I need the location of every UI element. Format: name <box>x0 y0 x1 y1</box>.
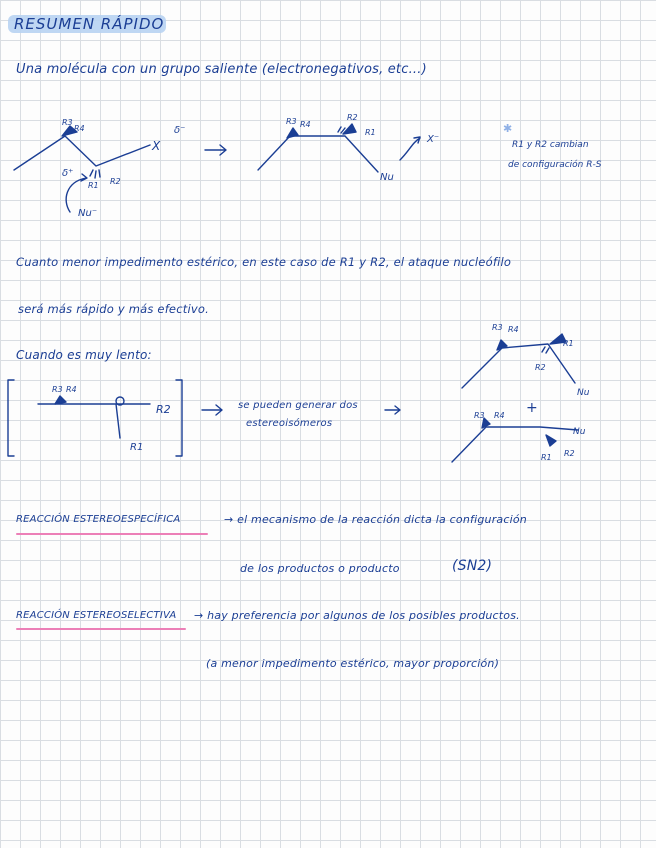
int-r4-label: R4 <box>66 385 77 394</box>
sub-delta-plus: δ⁺ <box>62 168 74 179</box>
sub-nu-label: Nu⁻ <box>78 208 98 219</box>
star-icon: ✱ <box>503 122 513 135</box>
arrow-to-stereo <box>202 405 222 415</box>
plus-sign: + <box>526 400 538 416</box>
prod-r1-label: R1 <box>365 128 376 137</box>
stereo-text-line2: estereoisómeros <box>246 418 333 429</box>
def1-text-line1: → el mecanismo de la reacción dicta la configuración <box>224 513 527 526</box>
sub-r2-label: R2 <box>110 177 121 186</box>
intro-text: Una molécula con un grupo saliente (electronegativos, etc...) <box>16 62 427 77</box>
int-r3-label: R3 <box>52 385 63 394</box>
prod-nu-label: Nu <box>380 172 394 183</box>
def1-sn2: (SN2) <box>452 558 493 574</box>
stereo-text-line1: se pueden generar dos <box>238 400 358 411</box>
prod-x-label: X⁻ <box>427 134 440 145</box>
stereoisomer-products <box>452 334 578 462</box>
slow-title: Cuando es muy lento: <box>16 348 152 362</box>
reaction-arrow-1 <box>205 145 226 155</box>
def2-note: (a menor impedimento estérico, mayor proporción) <box>206 657 500 670</box>
p1-nu-label: Nu <box>577 388 590 398</box>
sub-r3-label: R3 <box>62 118 73 127</box>
config-note-line1: R1 y R2 cambian <box>512 140 589 150</box>
prod-r2-label: R2 <box>347 113 358 122</box>
def2-text: → hay preferencia por algunos de los posibles productos. <box>194 609 520 622</box>
p1-r2-label: R2 <box>535 363 546 372</box>
page-title: RESUMEN RÁPIDO <box>14 15 165 33</box>
prod-r4-label: R4 <box>300 120 311 129</box>
def1-term: REACCIÓN ESTEREOESPECÍFICA <box>16 514 181 525</box>
substrate-molecule <box>14 126 150 212</box>
product-molecule <box>258 124 420 172</box>
p1-r4-label: R4 <box>508 325 519 334</box>
steric-text-line2: será más rápido y más efectivo. <box>18 302 209 316</box>
p2-r3-label: R3 <box>474 411 485 420</box>
sub-x-label: X <box>152 139 161 153</box>
def2-term: REACCIÓN ESTEREOSELECTIVA <box>16 610 177 621</box>
prod-r3-label: R3 <box>286 117 297 126</box>
sub-delta-minus: δ⁻ <box>174 125 186 136</box>
p2-r1-label: R1 <box>541 453 552 462</box>
arrow-to-products <box>385 406 400 414</box>
config-note-line2: de configuración R-S <box>508 160 602 170</box>
p1-r1-label: R1 <box>563 339 574 348</box>
def1-text-line2: de los productos o producto <box>240 562 400 575</box>
int-r2-label: R2 <box>156 403 171 416</box>
p2-nu-label: Nu <box>573 427 586 437</box>
sub-r1-label: R1 <box>88 181 99 190</box>
def2-underline <box>16 628 186 630</box>
steric-text-line1: Cuanto menor impedimento estérico, en este caso de R1 y R2, el ataque nucleófilo <box>16 255 512 269</box>
p2-r2-label: R2 <box>564 449 575 458</box>
sub-r4-label: R4 <box>74 124 85 133</box>
def1-underline <box>16 533 208 535</box>
p1-r3-label: R3 <box>492 323 503 332</box>
int-r1-label: R1 <box>130 442 144 453</box>
p2-r4-label: R4 <box>494 411 505 420</box>
intermediate-bracket <box>8 380 182 456</box>
